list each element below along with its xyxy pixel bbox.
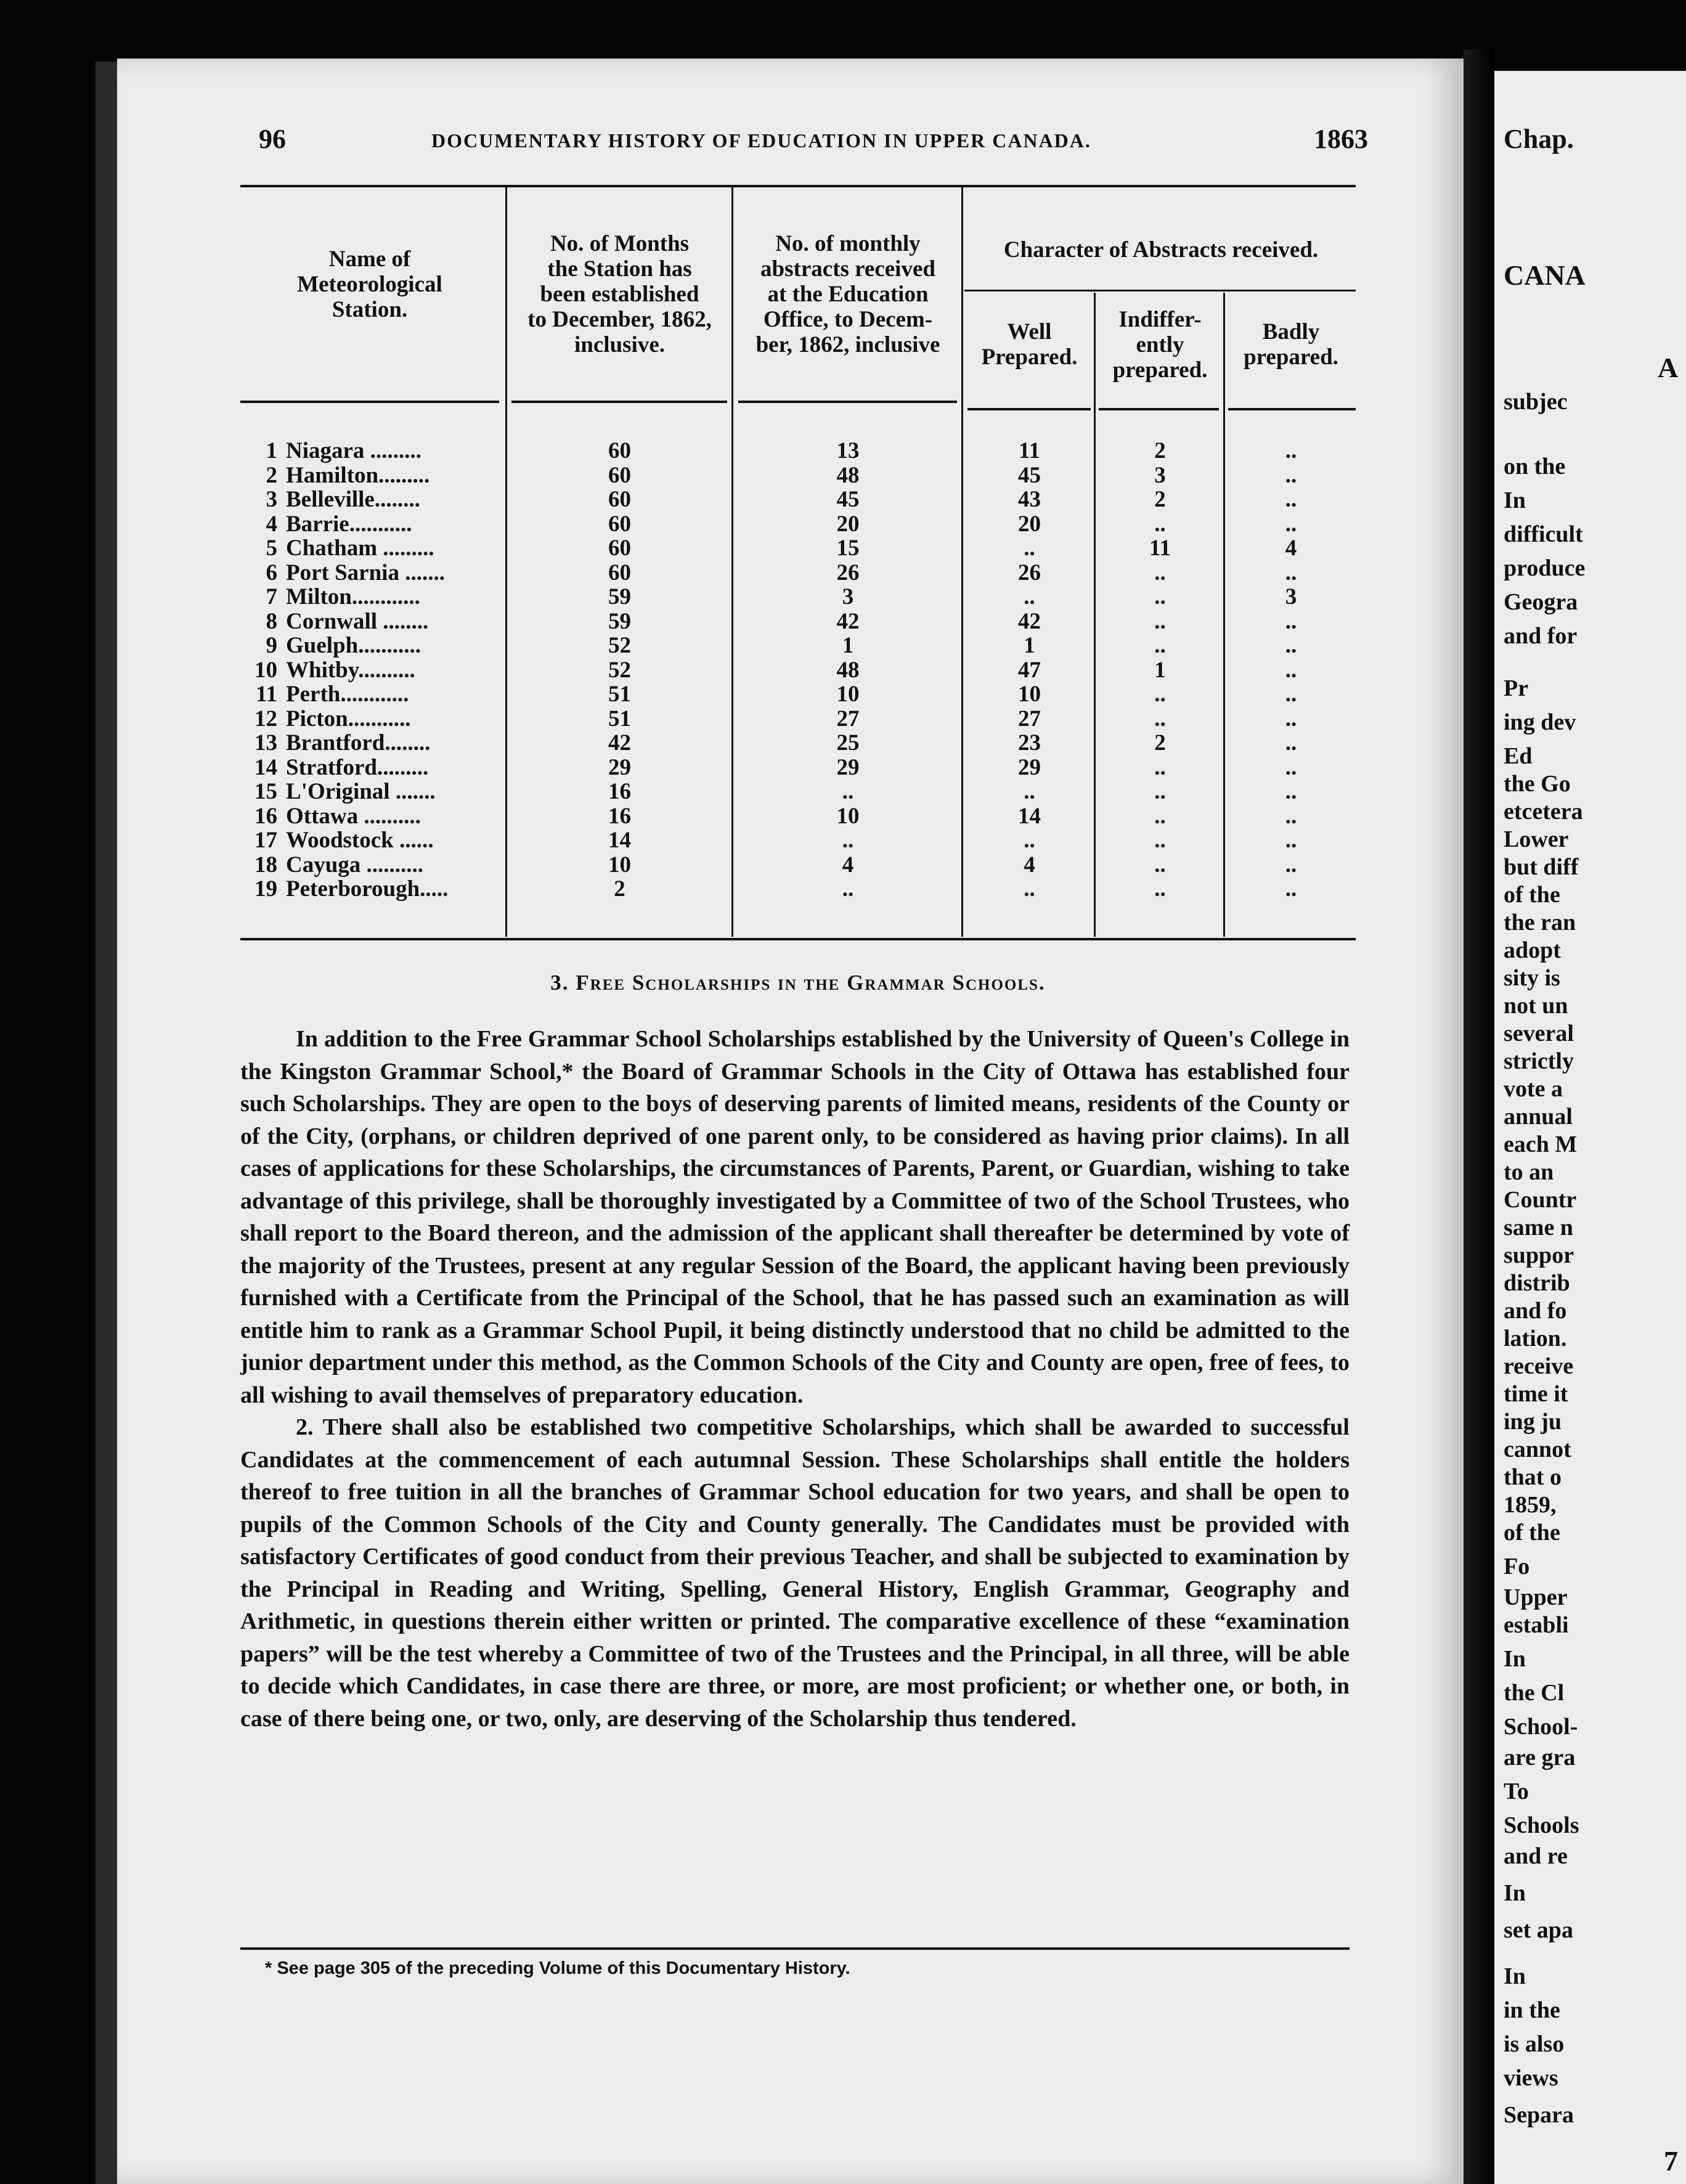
station-name [240, 535, 499, 561]
right-page-fragment: establi [1504, 1612, 1569, 1638]
table-cell-badly: .. [1285, 876, 1297, 902]
right-page-fragment: are gra [1504, 1745, 1576, 1770]
right-page-fragment: In [1504, 487, 1526, 513]
table-cell-abstracts: 26 [836, 560, 860, 585]
station-label: Chatham ......... [286, 536, 434, 561]
right-page-fragment: ing ju [1504, 1409, 1562, 1435]
table-cell-abstracts: 1 [842, 633, 854, 658]
table-cell-well: 1 [1024, 633, 1035, 658]
table-cell-months: 60 [608, 536, 631, 561]
col-header-line: ber, 1862, inclusive [755, 332, 940, 357]
table-cell-months: 29 [608, 754, 631, 780]
table-cell-indiff: .. [1154, 633, 1166, 658]
right-page-fragment: lation. [1504, 1326, 1567, 1351]
table-cell-badly: .. [1285, 828, 1297, 853]
table-cell-months: 52 [608, 633, 631, 658]
station-label: Stratford......... [286, 754, 429, 780]
station-number: 12 [255, 706, 277, 731]
table-cell-indiff: .. [1154, 560, 1166, 585]
table-cell-months: 60 [608, 487, 631, 512]
table-cell-badly: .. [1285, 511, 1297, 537]
right-page-fragment: Lower [1504, 826, 1569, 852]
station-label: Ottawa .......... [286, 803, 421, 829]
station-name [240, 778, 499, 805]
right-page-fragment: Geogra [1504, 589, 1578, 615]
station-label: Belleville........ [286, 487, 420, 512]
col-header-line: No. of monthly [775, 231, 921, 256]
table-col-rule [961, 185, 963, 937]
station-name [240, 827, 499, 854]
table-cell-months: 60 [608, 560, 631, 585]
table-cell-badly: .. [1285, 754, 1297, 780]
col-header-line: Name of [328, 247, 411, 272]
table-cell-months: 60 [608, 511, 631, 537]
col-header-character: Character of Abstracts received. [1003, 237, 1319, 263]
col-header-line: Station. [332, 297, 408, 322]
col-header-line: Prepared. [981, 344, 1078, 370]
right-page-fragment: School- [1504, 1714, 1578, 1740]
right-page-fragment: difficult [1504, 521, 1583, 547]
table-cell-badly: .. [1285, 438, 1297, 463]
right-page-fragment: of the [1504, 882, 1560, 908]
table-cell-abstracts: 27 [836, 706, 860, 731]
station-name [240, 754, 499, 781]
station-number: 18 [255, 852, 277, 878]
right-page-fragment: Countr [1504, 1187, 1577, 1213]
right-page-fragment: and for [1504, 623, 1578, 649]
col-header-station [240, 247, 499, 322]
station-name [240, 511, 499, 537]
right-page-fragment: distrib [1504, 1270, 1570, 1296]
station-label: Port Sarnia ....... [286, 560, 445, 585]
station-label: L'Original ....... [286, 779, 436, 804]
right-page-fragment: vote a [1504, 1076, 1563, 1102]
section-heading: Free Scholarships in the Grammar Schools. [576, 971, 1046, 995]
right-page-fragment: ing dev [1504, 709, 1576, 735]
col-header-line: at the Education [767, 282, 929, 307]
col-header-line: Meteorological [297, 272, 442, 297]
station-name [240, 632, 499, 659]
table-cell-well: 27 [1018, 706, 1041, 731]
table-cell-indiff: .. [1154, 511, 1166, 537]
header-bottom-rule [511, 401, 727, 403]
table-cell-abstracts: 25 [836, 730, 860, 756]
table-cell-well: 43 [1018, 487, 1041, 512]
table-cell-indiff: .. [1154, 852, 1166, 878]
right-page-fragment: Upper [1504, 1584, 1568, 1610]
right-page-fragment: and fo [1504, 1298, 1567, 1324]
table-cell-months: 14 [608, 828, 631, 853]
table-cell-abstracts: 20 [836, 511, 860, 537]
col-header-indifferently [1097, 307, 1223, 383]
station-number: 10 [255, 657, 277, 683]
right-page-fragment: In [1504, 1880, 1526, 1906]
table-col-rule [1223, 293, 1225, 937]
header-year: 1863 [1314, 124, 1368, 154]
table-cell-abstracts: 45 [836, 487, 860, 512]
station-name [240, 681, 499, 707]
table-cell-badly: .. [1285, 560, 1297, 585]
table-cell-well: .. [1024, 828, 1035, 853]
right-page-fragment: the ran [1504, 910, 1576, 935]
station-label: Peterborough..... [286, 876, 449, 902]
table-cell-months: 51 [608, 682, 631, 707]
table-cell-well: 47 [1018, 657, 1041, 683]
right-page-fragment: 1859, [1504, 1492, 1557, 1518]
table-cell-indiff: .. [1154, 779, 1166, 804]
table-cell-badly: .. [1285, 608, 1297, 634]
table-cell-well: 45 [1018, 462, 1041, 488]
meteorological-stations-table [240, 185, 1356, 949]
table-cell-badly: .. [1285, 852, 1297, 878]
table-cell-badly: .. [1285, 462, 1297, 488]
col-header-badly [1226, 319, 1356, 370]
station-label: Barrie........... [286, 511, 412, 537]
table-cell-badly: 3 [1285, 584, 1297, 609]
station-number: 8 [266, 608, 277, 634]
table-cell-well: 26 [1018, 560, 1041, 585]
book-spine [1464, 49, 1494, 2184]
table-cell-abstracts: 15 [836, 536, 860, 561]
table-cell-indiff: 2 [1154, 438, 1166, 463]
right-page-fragment: several [1504, 1021, 1574, 1046]
table-cell-months: 52 [608, 657, 631, 683]
table-cell-well: 42 [1018, 608, 1041, 634]
station-number: 1 [266, 438, 277, 463]
table-cell-well: 4 [1024, 852, 1035, 878]
table-cell-indiff: .. [1154, 754, 1166, 780]
right-page-fragment: sity is [1504, 965, 1560, 991]
station-number: 2 [266, 462, 277, 488]
table-cell-badly: .. [1285, 706, 1297, 731]
table-cell-abstracts: 3 [842, 584, 854, 609]
table-cell-well: 10 [1018, 682, 1041, 707]
station-label: Milton............ [286, 584, 420, 609]
right-page-fragment: A [1658, 352, 1679, 383]
station-number: 4 [266, 511, 277, 537]
table-cell-badly: .. [1285, 487, 1297, 512]
right-page-fragment: is also [1504, 2031, 1565, 2057]
station-name [240, 486, 499, 513]
station-name [240, 876, 499, 902]
table-cell-abstracts: 10 [836, 803, 860, 829]
station-name [240, 584, 499, 610]
station-number: 14 [255, 754, 277, 780]
station-number: 9 [266, 633, 277, 658]
table-cell-badly: .. [1285, 803, 1297, 829]
station-label: Woodstock ...... [286, 828, 434, 853]
table-cell-badly: .. [1285, 633, 1297, 658]
table-bottom-rule [240, 938, 1356, 940]
station-number: 16 [255, 803, 277, 829]
table-cell-indiff: .. [1154, 828, 1166, 853]
station-name [240, 803, 499, 829]
table-cell-months: 10 [608, 852, 631, 878]
right-page-fragment: 7 [1664, 2145, 1678, 2177]
table-cell-well: .. [1024, 584, 1035, 609]
right-page-fragment: receive [1504, 1353, 1574, 1379]
station-label: Cornwall ........ [286, 608, 429, 634]
header-bottom-rule [1228, 408, 1356, 410]
right-page-fragment: cannot [1504, 1436, 1571, 1462]
table-cell-abstracts: 48 [836, 657, 860, 683]
col-header-well [966, 319, 1093, 370]
right-page-fragment: that o [1504, 1464, 1562, 1490]
col-header-line: inclusive. [574, 332, 665, 357]
page-edge-shadow [96, 62, 120, 2184]
station-number: 11 [256, 682, 277, 707]
table-cell-abstracts: .. [842, 779, 854, 804]
footnote: * See page 305 of the preceding Volume of this Documentary History. [265, 1958, 850, 1978]
right-page-fragment: adopt [1504, 937, 1561, 963]
table-cell-badly: .. [1285, 730, 1297, 756]
col-header-line: prepared. [1244, 344, 1338, 370]
station-name [240, 560, 499, 586]
table-cell-abstracts: 42 [836, 608, 860, 634]
col-header-line: Badly [1262, 319, 1320, 344]
station-name [240, 657, 499, 683]
col-header-abstracts [736, 231, 959, 357]
right-page-fragment: To [1504, 1779, 1529, 1804]
page-number: 96 [259, 124, 286, 154]
right-page-fragment: subjec [1504, 389, 1568, 415]
station-number: 19 [255, 876, 277, 902]
header-bottom-rule [240, 401, 499, 403]
table-cell-well: .. [1024, 876, 1035, 902]
station-name [240, 730, 499, 756]
table-cell-abstracts: .. [842, 828, 854, 853]
station-label: Cayuga .......... [286, 852, 424, 878]
table-cell-indiff: 2 [1154, 487, 1166, 512]
right-page-fragment: views [1504, 2065, 1558, 2091]
table-cell-indiff: .. [1154, 682, 1166, 707]
col-header-line: Office, to Decem- [763, 307, 933, 332]
header-bottom-rule [738, 401, 957, 403]
table-cell-months: 59 [608, 608, 631, 634]
station-number: 7 [266, 584, 277, 609]
table-cell-badly: 4 [1285, 536, 1297, 561]
right-page-fragment: to an [1504, 1159, 1554, 1185]
right-page-fragment: strictly [1504, 1048, 1574, 1074]
right-page-fragment: produce [1504, 555, 1586, 581]
footnote-rule [240, 1947, 1350, 1950]
right-page-fragment: but diff [1504, 854, 1579, 880]
right-page-fragment: annual [1504, 1104, 1573, 1130]
table-col-rule [731, 185, 733, 937]
right-page-fragment: etcetera [1504, 799, 1583, 825]
right-page-fragment: each M [1504, 1131, 1578, 1157]
station-label: Hamilton......... [286, 462, 430, 488]
header-bottom-rule [1099, 408, 1219, 410]
table-cell-months: 16 [608, 779, 631, 804]
col-header-line: No. of Months [550, 231, 690, 256]
station-name [240, 462, 499, 489]
body-text [240, 1023, 1350, 1735]
table-cell-abstracts: 13 [836, 438, 860, 463]
table-cell-months: 2 [614, 876, 625, 902]
running-title: DOCUMENTARY HISTORY OF EDUCATION IN UPPER CANADA. [431, 129, 1091, 152]
section-title [240, 971, 1356, 995]
table-cell-indiff: .. [1154, 706, 1166, 731]
col-header-line: been established [540, 282, 699, 307]
table-cell-abstracts: 48 [836, 462, 860, 488]
right-page-fragment: Pr [1504, 675, 1529, 701]
right-page-fragment: same n [1504, 1215, 1573, 1241]
right-page-fragment: on the [1504, 454, 1566, 479]
right-page-fragment: CANA [1504, 259, 1586, 291]
table-cell-abstracts: 10 [836, 682, 860, 707]
right-page-fragment: time it [1504, 1381, 1568, 1407]
paragraph: 2. There shall also be established two competitive Scholarships, which shall be awarded to successful Candidates at the commencement of each autumnal Session. These Scholarships shall entitle the holders thereof to free tuition in all the branches of Grammar School education for two years, and shall be open to pupils of the Common Schools of the City and County generally. The Candidates must be provided with satisfactory Certificates of good conduct from their previous Teacher, and shall be subjected to examination by the Principal in Reading and Writing, Spelling, General History, English Grammar, Geography and Arithmetic, in questions therein either written or printed. The comparative excellence of these “examination papers” will be the test whereby a Committee of two of the Trustees and the Principal, in all three, will be able to decide which Candidates, in case there are three, or more, are most proficient; or whether one, or both, in case of there being one, or two, only, are deserving of the Scholarship thus tendered. [240, 1414, 1350, 1732]
table-cell-well: 14 [1018, 803, 1041, 829]
right-page-fragment: the Cl [1504, 1680, 1565, 1706]
character-subheader-rule [964, 290, 1356, 291]
col-header-line: the Station has [547, 256, 692, 282]
col-header-months [510, 231, 729, 357]
table-cell-indiff: 3 [1154, 462, 1166, 488]
right-page-fragment: Schools [1504, 1812, 1579, 1838]
table-cell-badly: .. [1285, 779, 1297, 804]
table-cell-well: 11 [1019, 438, 1040, 463]
station-number: 15 [255, 779, 277, 804]
right-page-fragment: set apa [1504, 1917, 1573, 1943]
table-cell-indiff: 1 [1154, 657, 1166, 683]
station-number: 5 [266, 536, 277, 561]
table-cell-well: .. [1024, 536, 1035, 561]
col-header-line: ently [1136, 332, 1184, 357]
table-cell-indiff: .. [1154, 584, 1166, 609]
table-col-rule [1094, 293, 1096, 937]
right-page-fragment: Chap. [1504, 124, 1574, 154]
station-name [240, 706, 499, 732]
right-page-fragment: and re [1504, 1843, 1568, 1869]
table-cell-months: 60 [608, 462, 631, 488]
right-page-fragment: In [1504, 1963, 1526, 1989]
table-col-rule [505, 185, 507, 937]
station-number: 3 [266, 487, 277, 512]
station-label: Niagara ......... [286, 438, 422, 463]
page-header [259, 123, 1368, 160]
station-name [240, 852, 499, 878]
col-header-line: prepared. [1112, 357, 1208, 383]
table-top-rule [240, 185, 1356, 187]
table-cell-abstracts: 29 [836, 754, 860, 780]
table-cell-well: 20 [1018, 511, 1041, 537]
table-cell-indiff: .. [1154, 608, 1166, 634]
station-label: Perth............ [286, 682, 409, 707]
table-cell-well: 29 [1018, 754, 1041, 780]
right-page-fragment: Separa [1504, 2102, 1574, 2128]
paragraph: In addition to the Free Grammar School Scholarships established by the University of Queen's College in the Kingston Grammar School,* the Board of Grammar Schools in the City of Ottawa has established four such Scholarships. They are open to the boys of deserving parents of limited means, residents of the County or of the City, (orphans, or children deprived of one parent only, to be considered as having prior claims). In all cases of applications for these Scholarships, the circumstances of Parents, Parent, or Guardian, wishing to take advantage of this privilege, shall be thoroughly investigated by a Committee of two of the School Trustees, who shall report to the Board thereon, and the admission of the applicant shall thereafter be determined by vote of the majority of the Trustees, present at any regular Session of the Board, the applicant having been previously furnished with a Certificate from the Principal of the School, that he has passed such an examination as will entitle him to rank as a Grammar School Pupil, it being distinctly understood that no child be admitted to the junior department under this method, as the Common Schools of the City and County are open, free of fees, to all wishing to avail themselves of preparatory education. [240, 1026, 1350, 1408]
table-cell-months: 51 [608, 706, 631, 731]
table-cell-badly: .. [1285, 682, 1297, 707]
table-cell-indiff: .. [1154, 876, 1166, 902]
section-number: 3. [550, 971, 569, 995]
table-cell-indiff: 11 [1149, 536, 1171, 561]
table-cell-well: .. [1024, 779, 1035, 804]
station-label: Whitby.......... [286, 657, 415, 683]
table-cell-badly: .. [1285, 657, 1297, 683]
station-label: Picton........... [286, 706, 411, 731]
col-header-line: abstracts received [760, 256, 935, 282]
station-name [240, 438, 499, 464]
station-number: 6 [266, 560, 277, 585]
table-cell-months: 59 [608, 584, 631, 609]
table-cell-well: 23 [1018, 730, 1041, 756]
header-bottom-rule [967, 408, 1091, 410]
col-header-line: to December, 1862, [527, 307, 712, 332]
right-page-fragment: In [1504, 1646, 1526, 1672]
right-page-fragment: Fo [1504, 1554, 1530, 1579]
station-label: Guelph........... [286, 633, 421, 658]
col-header-line: Indiffer- [1118, 307, 1202, 332]
station-number: 17 [255, 828, 277, 853]
table-cell-indiff: 2 [1154, 730, 1166, 756]
right-page-fragment: the Go [1504, 771, 1571, 797]
right-page-fragment: in the [1504, 1997, 1560, 2023]
table-cell-abstracts: 4 [842, 852, 854, 878]
table-cell-months: 16 [608, 803, 631, 829]
right-page-fragment: of the [1504, 1520, 1560, 1546]
station-name [240, 608, 499, 635]
table-cell-abstracts: .. [842, 876, 854, 902]
right-page-fragment: suppor [1504, 1242, 1574, 1268]
right-page-fragment: Ed [1504, 743, 1533, 769]
table-cell-indiff: .. [1154, 803, 1166, 829]
col-header-line: Well [1007, 319, 1052, 344]
station-number: 13 [255, 730, 277, 756]
station-label: Brantford........ [286, 730, 431, 756]
right-page-fragment: not un [1504, 993, 1568, 1019]
table-cell-months: 42 [608, 730, 631, 756]
table-cell-months: 60 [608, 438, 631, 463]
